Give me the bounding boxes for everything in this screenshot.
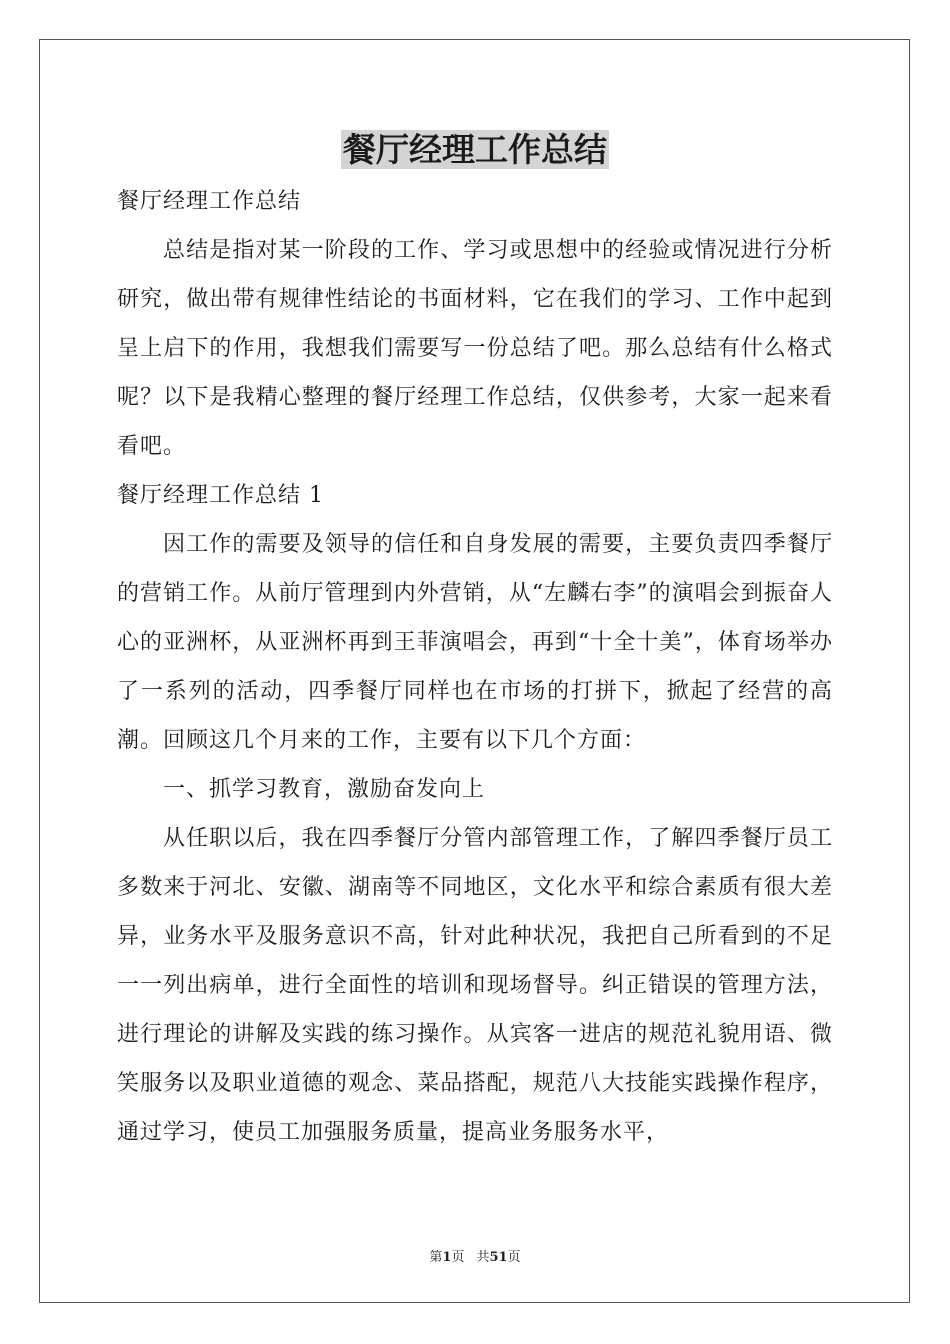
- document-title-text: 餐厅经理工作总结: [343, 130, 607, 169]
- intro-paragraph: 总结是指对某一阶段的工作、学习或思想中的经验或情况进行分析研究，做出带有规律性结论的书面材料，它在我们的学习、工作中起到呈上启下的作用，我想我们需要写一份总结了吧。那么总结有什么格式呢？以下是我精心整理的餐厅经理工作总结，仅供参考，大家一起来看看吧。: [117, 238, 833, 459]
- body-paragraph: 从任职以后，我在四季餐厅分管内部管理工作，了解四季餐厅员工多数来于河北、安徽、湖南等不同地区，文化水平和综合素质有很大差异，业务水平及服务意识不高，针对此种状况，我把自己所看到的不足一一列出病单，进行全面性的培训和现场督导。纠正错误的管理方法，进行理论的讲解及实践的练习操作。从宾客一进店的规范礼貌用语、微笑服务以及职业道德的观念、菜品搭配，规范八大技能实践操作程序，通过学习，使员工加强服务质量，提高业务服务水平，: [117, 826, 833, 1145]
- footer-total-pages: 51: [489, 1250, 508, 1265]
- document-body: [117, 177, 833, 1157]
- footer-page-unit: 页: [451, 1250, 465, 1265]
- subsection-heading: 一、抓学习教育，激励奋发向上: [163, 777, 486, 802]
- subtitle-paragraph: 餐厅经理工作总结: [117, 189, 302, 214]
- section-heading: 餐厅经理工作总结 1: [117, 483, 324, 508]
- footer-total-prefix: 共: [476, 1250, 490, 1265]
- footer-page-number: 1: [442, 1250, 452, 1265]
- page-footer: [0, 1250, 950, 1266]
- document-title: [0, 128, 950, 172]
- footer-page-prefix: 第: [429, 1250, 443, 1265]
- footer-total-unit: 页: [507, 1250, 521, 1265]
- body-paragraph: 因工作的需要及领导的信任和自身发展的需要，主要负责四季餐厅的营销工作。从前厅管理到内外营销，从“左麟右李”的演唱会到振奋人心的亚洲杯，从亚洲杯再到王菲演唱会，再到“十全十美”，体育场举办了一系列的活动，四季餐厅同样也在市场的打拼下，掀起了经营的高潮。回顾这几个月来的工作，主要有以下几个方面：: [117, 532, 833, 753]
